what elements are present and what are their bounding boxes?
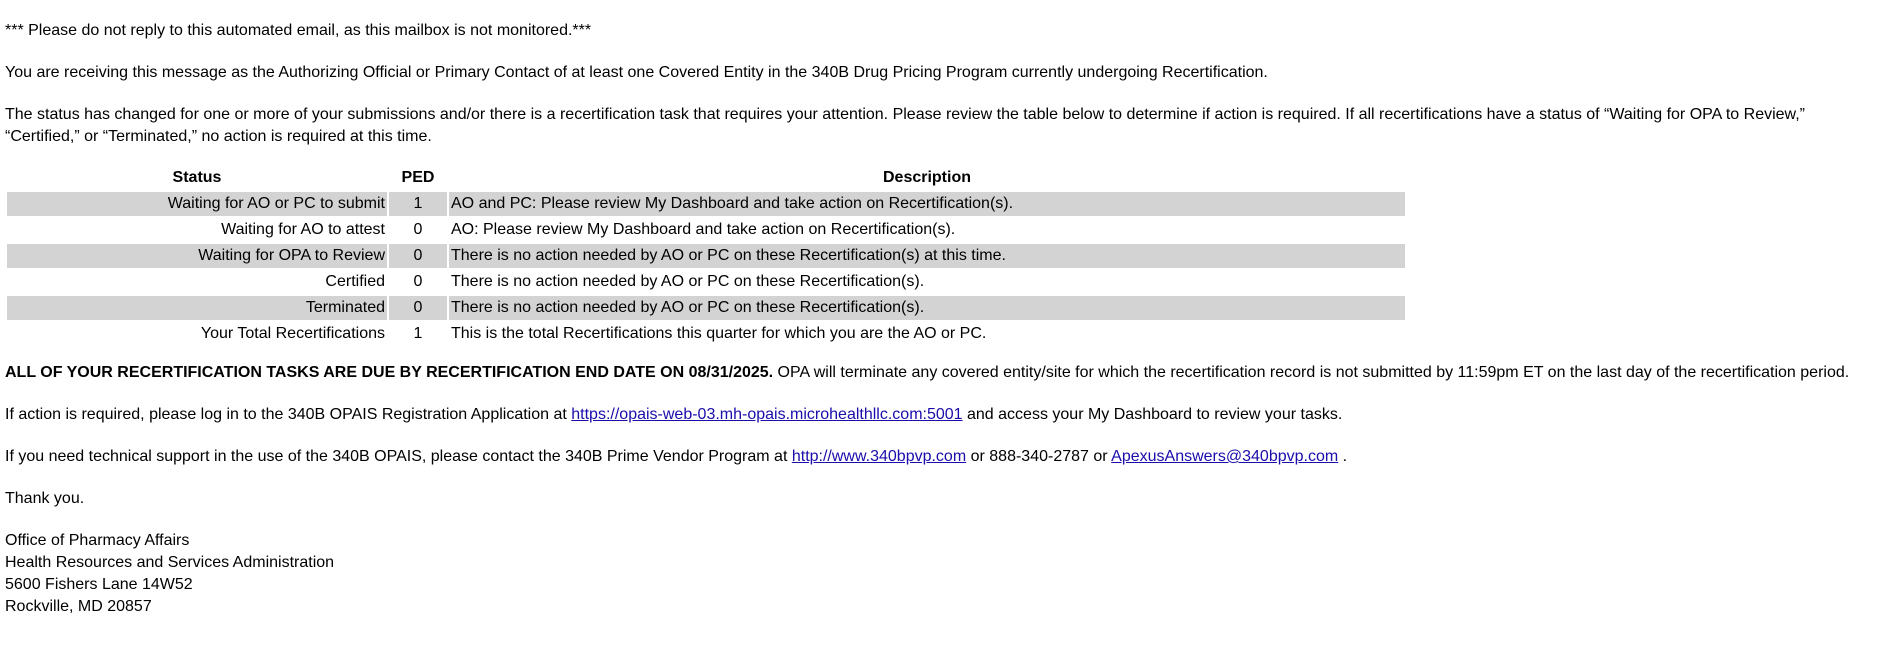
opais-login-link[interactable]: https://opais-web-03.mh-opais.microhealthllc.com:5001 xyxy=(571,406,963,423)
row-ped: 1 xyxy=(389,192,447,216)
signature-office: Office of Pharmacy Affairs xyxy=(5,532,190,549)
row-status: Your Total Recertifications xyxy=(200,325,385,342)
action-before: If action is required, please log in to the 340B OPAIS Registration Application at xyxy=(5,406,572,423)
table-row xyxy=(7,192,1405,216)
row-ped: 1 xyxy=(413,325,423,342)
row-ped: 0 xyxy=(389,296,447,320)
signature-block xyxy=(5,530,1875,618)
row-description: This is the total Recertifications this quarter for which you are the AO or PC. xyxy=(451,325,987,342)
signature-agency: Health Resources and Services Administration xyxy=(5,554,335,571)
table-row xyxy=(7,296,1405,320)
deadline-bold: ALL OF YOUR RECERTIFICATION TASKS ARE DUE BY RECERTIFICATION END DATE ON 08/31/2025. xyxy=(5,364,774,381)
deadline-notice xyxy=(5,362,1875,384)
table-header-row xyxy=(7,166,1405,190)
thank-you: Thank you. xyxy=(5,490,85,507)
header-status: Status xyxy=(172,169,222,186)
row-description: AO: Please review My Dashboard and take action on Recertification(s). xyxy=(451,221,956,238)
row-description: There is no action needed by AO or PC on these Recertification(s) at this time. xyxy=(449,244,1405,268)
row-ped: 0 xyxy=(413,221,423,238)
action-instructions xyxy=(5,404,1875,426)
table-row xyxy=(7,218,1405,242)
table-row xyxy=(7,270,1405,294)
row-status: Waiting for OPA to Review xyxy=(7,244,387,268)
pvp-website-link[interactable]: http://www.340bpvp.com xyxy=(791,448,967,465)
header-ped: PED xyxy=(401,169,435,186)
header-description: Description xyxy=(882,169,971,186)
action-after: and access your My Dashboard to review your tasks. xyxy=(962,406,1343,423)
row-description: There is no action needed by AO or PC on these Recertification(s). xyxy=(451,273,925,290)
support-middle: or 888-340-2787 or xyxy=(966,448,1112,465)
row-status: Certified xyxy=(325,273,385,290)
deadline-rest: OPA will terminate any covered entity/site for which the recertification record is not submitted by 11:59pm ET on the last day of the recertification period. xyxy=(773,364,1850,381)
row-ped: 0 xyxy=(389,244,447,268)
signature-city: Rockville, MD 20857 xyxy=(5,598,152,615)
receiving-message: You are receiving this message as the Authorizing Official or Primary Contact of at least one Covered Entity in the 340B Drug Pricing Program currently undergoing Recertification. xyxy=(5,64,1268,81)
recertification-status-table xyxy=(5,164,1407,348)
table-row xyxy=(7,244,1405,268)
row-description: AO and PC: Please review My Dashboard and take action on Recertification(s). xyxy=(449,192,1405,216)
apexus-email-link[interactable]: ApexusAnswers@340bpvp.com xyxy=(1111,448,1339,465)
row-status: Waiting for AO or PC to submit xyxy=(7,192,387,216)
row-description: There is no action needed by AO or PC on these Recertification(s). xyxy=(449,296,1405,320)
row-status: Terminated xyxy=(7,296,387,320)
status-changed-message: The status has changed for one or more of your submissions and/or there is a recertification task that requires your attention. Please review the table below to determine if action is required. If all recertifications have a status of “Waiting for OPA to Review,” “Certified,” or “Terminated,” no action is required at this time. xyxy=(5,106,1805,145)
support-instructions xyxy=(5,446,1875,468)
signature-street: 5600 Fishers Lane 14W52 xyxy=(5,576,193,593)
support-before: If you need technical support in the use of the 340B OPAIS, please contact the 340B Prime Vendor Program at xyxy=(5,448,792,465)
support-after: . xyxy=(1338,448,1348,465)
row-status: Waiting for AO to attest xyxy=(221,221,385,238)
table-row xyxy=(7,322,1405,346)
no-reply-notice: *** Please do not reply to this automated email, as this mailbox is not monitored.*** xyxy=(5,22,592,39)
row-ped: 0 xyxy=(413,273,423,290)
